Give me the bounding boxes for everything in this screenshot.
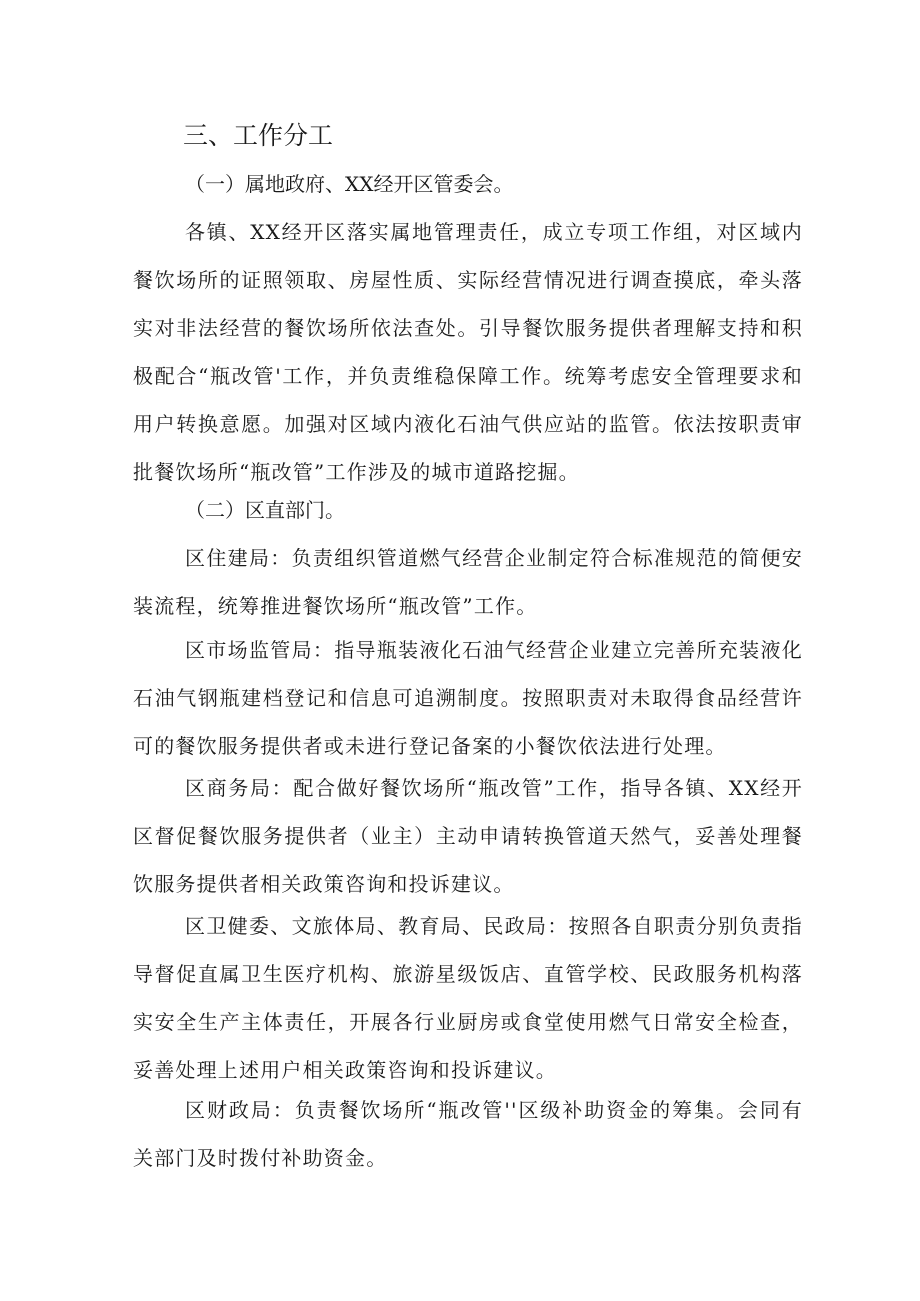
paragraph-finance-bureau: 区财政局：负责餐饮场所“瓶改管''区级补助资金的筹集。会同有关部门及时拨付补助资金。 bbox=[133, 1098, 803, 1170]
paragraph-health-culture-education-civil: 区卫健委、文旅体局、教育局、民政局：按照各自职责分别负责指导督促直属卫生医疗机构、旅游星级饭店、直管学校、民政服务机构落实安全生产主体责任，开展各行业厨房或食堂使用燃气日常安全检查，妥善处理上述用户相关政策咨询和投诉建议。 bbox=[133, 914, 803, 1082]
subsection-heading-1: （一）属地政府、XX经开区管委会。 bbox=[185, 172, 514, 196]
paragraph-market-regulation: 区市场监管局：指导瓶装液化石油气经营企业建立完善所充装液化石油气钢瓶建档登记和信息可追溯制度。按照职责对未取得食品经营许可的餐饮服务提供者或未进行登记备案的小餐饮依法进行处理。 bbox=[133, 638, 803, 758]
paragraph-local-government: 各镇、XX经开区落实属地管理责任，成立专项工作组，对区域内餐饮场所的证照领取、房屋性质、实际经营情况进行调查摸底，牵头落实对非法经营的餐饮场所依法查处。引导餐饮服务提供者理解支持和积极配合“瓶改管'工作，并负责维稳保障工作。统筹考虑安全管理要求和用户转换意愿。加强对区域内液化石油气供应站的监管。依法按职责审批餐饮场所“瓶改管”工作涉及的城市道路挖掘。 bbox=[133, 220, 803, 484]
paragraph-commerce-bureau: 区商务局：配合做好餐饮场所“瓶改管”工作，指导各镇、XX经开区督促餐饮服务提供者（业主）主动申请转换管道天然气，妥善处理餐饮服务提供者相关政策咨询和投诉建议。 bbox=[133, 776, 803, 896]
paragraph-housing-bureau: 区住建局：负责组织管道燃气经营企业制定符合标准规范的简便安装流程，统筹推进餐饮场所“瓶改管”工作。 bbox=[133, 546, 803, 618]
section-title: 三、工作分工 bbox=[183, 121, 334, 150]
subsection-heading-2: （二）区直部门。 bbox=[185, 498, 345, 522]
